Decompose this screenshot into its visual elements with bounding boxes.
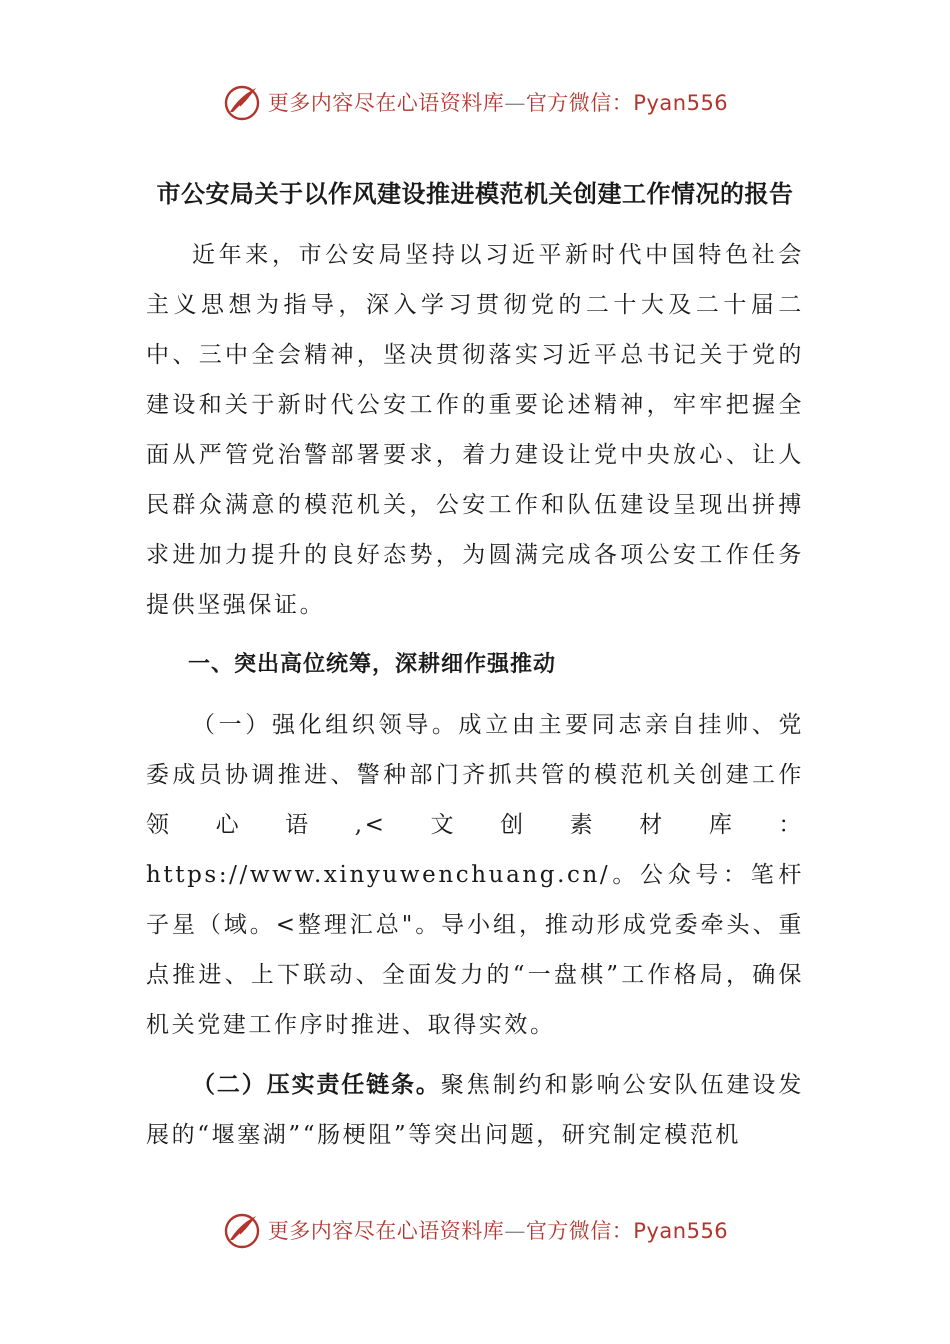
quill-logo-icon <box>222 82 262 122</box>
watermark-text: 更多内容尽在心语资料库—官方微信：Pyan556 <box>267 91 729 115</box>
item-2-lead: （二）压实责任链条。 <box>192 1072 441 1098</box>
watermark-text: 更多内容尽在心语资料库—官方微信：Pyan556 <box>267 1219 729 1243</box>
intro-paragraph: 近年来，市公安局坚持以习近平新时代中国特色社会主义思想为指导，深入学习贯彻党的二十大及二十届二中、三中全会精神，坚决贯彻落实习近平总书记关于党的建设和关于新时代公安工作的重要论述精神，牢牢把握全面从严管党治警部署要求，着力建设让党中央放心、让人民群众满意的模范机关，公安工作和队伍建设呈现出拼搏求进加力提升的良好态势，为圆满完成各项公安工作任务提供坚强保证。 <box>146 242 804 618</box>
watermark-banner-top <box>0 80 950 124</box>
item-paragraph-2 <box>146 1060 804 1160</box>
item-2-body: 聚焦制约和影响公安队伍建设发展的“堰塞湖”“肠梗阻”等突出问题，研究制定模范机 <box>146 1072 805 1148</box>
section-heading: 一、突出高位统筹，深耕细作强推动 <box>188 652 557 677</box>
document-title: 市公安局关于以作风建设推进模范机关创建工作情况的报告 <box>156 180 794 208</box>
watermark-banner-bottom <box>0 1208 950 1252</box>
item-paragraph-1: （一）强化组织领导。成立由主要同志亲自挂帅、党委成员协调推进、警种部门齐抓共管的模范机关创建工作领心语,<文创素材库：https://www.xinyuwenchuang.cn/。公众号：笔杆子星（域。<整理汇总"。导小组，推动形成党委牵头、重点推进、上下联动、全面发力的“一盘棋”工作格局，确保机关党建工作序时推进、取得实效。 <box>146 712 804 1038</box>
quill-logo-icon <box>222 1210 262 1250</box>
document-body <box>146 168 804 1160</box>
